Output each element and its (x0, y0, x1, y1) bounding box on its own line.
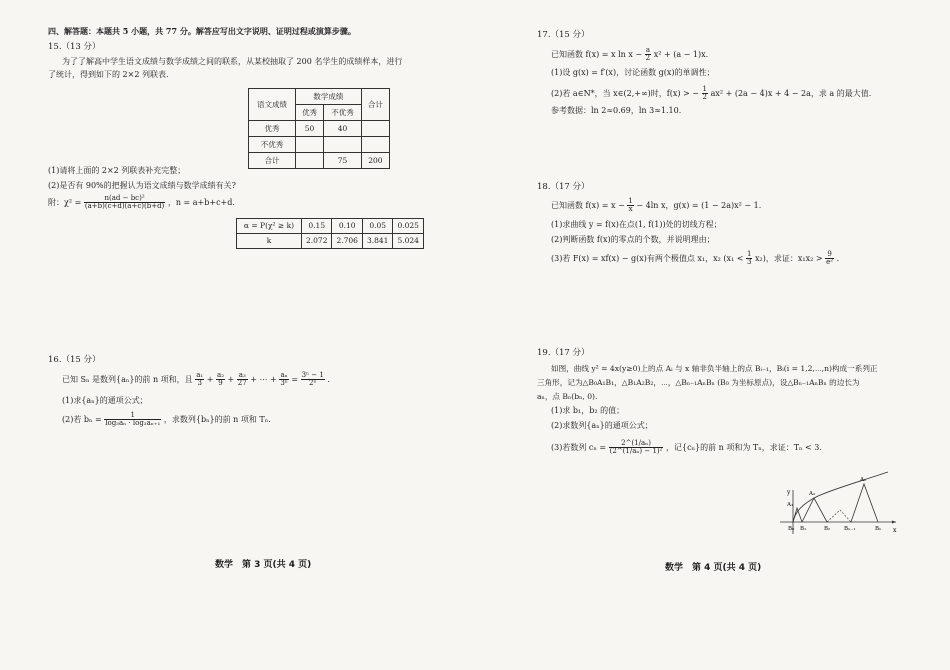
q18-stem-fraction (627, 198, 633, 214)
q17-label: 17.（15 分） (537, 30, 590, 40)
q17-stem-fraction (645, 47, 651, 63)
math-score-header: 数学成绩 (296, 89, 362, 105)
q16-part1: (1)求{aₙ}的通项公式； (62, 396, 148, 405)
q19-cn-num: 2^(1/aₙ) (609, 440, 664, 448)
q16-termn-den: 3ⁿ (280, 379, 288, 388)
q19-stem-line2: 三角形，记为△B₀A₁B₁，△B₁A₂B₂，⋯，△Bₙ₋₁AₙBₙ (B₀ 为坐标原点)，设△Bₙ₋₁AₙBₙ 的边长为 (537, 378, 860, 387)
triangle-n (851, 484, 878, 522)
row-not-excellent-label: 不优秀 (249, 137, 296, 153)
crit-alpha: 0.05 (362, 219, 392, 234)
q17-part2-num: 1 (702, 85, 708, 93)
formula-denominator: (a+b)(c+d)(a+c)(b+d) (84, 202, 165, 211)
q18-part3-den1: 3 (747, 258, 752, 267)
table-cell: 50 (296, 121, 324, 137)
table-cell-empty (324, 137, 362, 153)
crit-k: 3.841 (362, 234, 392, 249)
q19-part2: (2)求数列{aₙ}的通项公式； (551, 421, 653, 430)
crit-alpha: 0.15 (302, 219, 332, 234)
q16-term3 (237, 372, 248, 388)
label-A2: A₂ (809, 491, 816, 497)
q18-part3-end: . (836, 253, 840, 263)
page-footer: 数学 第 4 页(共 4 页) (665, 563, 762, 573)
q16-stem-text: 已知 Sₙ 是数列{aₙ}的前 n 项和，且 (62, 374, 193, 384)
q16-term2 (216, 372, 225, 388)
crit-alpha: 0.10 (332, 219, 362, 234)
triangle-2 (802, 498, 827, 522)
q18-stem-num: 1 (628, 197, 633, 205)
exam-page-4 (475, 0, 950, 670)
q19-cn-fraction (609, 440, 664, 456)
table-corner-cell: 语文成绩 (249, 89, 296, 121)
q17-reference-data: 参考数据：ln 2≈0.69，ln 3≈1.10. (551, 106, 682, 115)
q15-part1: (1)请将上面的 2×2 列联表补充完整； (48, 166, 186, 175)
q18-part3 (551, 251, 839, 267)
label-B0: B₀ (788, 526, 795, 532)
q19-stem-line1: 如图，曲线 y² = 4x(y≥0)上的点 Aᵢ 与 x 轴非负半轴上的点 Bᵢ₋₁，Bᵢ(i = 1,2,⋯,n)构成一系列正 (551, 364, 878, 373)
table-cell: 40 (324, 121, 362, 137)
q16-part2-tail: ，求数列{bₙ}的前 n 项和 Tₙ. (163, 414, 271, 424)
q16-term1-den: 3 (197, 379, 202, 388)
col-excellent-header: 优秀 (296, 105, 324, 121)
label-A1: A₁ (787, 502, 794, 508)
label-Bn: Bₙ (875, 526, 882, 532)
table-cell-empty (296, 137, 324, 153)
q17-part2-fraction (702, 86, 708, 102)
q19-label: 19.（17 分） (537, 348, 590, 358)
crit-k: 2.072 (302, 234, 332, 249)
label-x: x (893, 527, 897, 534)
q18-part3-den2: e² (826, 258, 834, 267)
q19-part1: (1)求 b₁，b₂ 的值； (551, 406, 625, 415)
q17-part2-tail: ax² + (2a − 4)x + 4 − 2a，求 a 的最大值. (710, 88, 872, 98)
critical-value-table (236, 218, 424, 249)
q18-part3-text: (3)若 F(x) = xf(x) − g(x)有两个极值点 x₁，x₂ (x₁ < (551, 253, 744, 263)
table-cell-empty (361, 121, 389, 137)
q18-part3-mid: x₂)，求证：x₁x₂ > (755, 253, 823, 263)
q15-intro-line1: 为了了解高中学生语文成绩与数学成绩之间的联系，从某校抽取了 200 名学生的成绩样本，进行 (62, 57, 403, 66)
q16-rhs-num: 3ⁿ − 1 (301, 371, 324, 379)
q15-label: 15.（13 分） (48, 42, 101, 52)
q16-stem (62, 372, 330, 388)
q16-term1-num: a₁ (196, 371, 204, 379)
q19-cn-den: (2^(1/aₙ) − 1)² (609, 447, 663, 456)
crit-k-label: k (237, 234, 302, 249)
q18-stem-tail: − 4ln x，g(x) = (1 − 2a)x² − 1. (636, 200, 762, 210)
chi-square-formula (48, 195, 235, 211)
triangle-curve-figure (778, 470, 898, 536)
label-Bn-1: Bₙ₋₁ (844, 526, 856, 532)
crit-alpha-header: α = P(χ² ≥ k) (237, 219, 302, 234)
q15-intro-line2: 了统计，得到如下的 2×2 列联表. (48, 70, 169, 79)
q19-stem-line3: aₙ，点 Bₙ(bₙ, 0). (537, 392, 598, 401)
q15-part2: (2)是否有 90%的把握认为语文成绩与数学成绩有关? (48, 181, 236, 190)
q16-term2-num: a₂ (217, 371, 224, 379)
q16-plus: + (206, 374, 214, 384)
q16-ellipsis: + ⋯ + (250, 374, 277, 384)
q16-part2-text: (2)若 bₙ = (62, 414, 102, 424)
q16-plus: + (227, 374, 235, 384)
formula-suffix: ，n = a+b+c+d. (167, 197, 235, 207)
formula-prefix: 附：χ² = (48, 197, 82, 207)
q18-part1: (1)求曲线 y = f(x)在点(1, f(1))处的切线方程； (551, 220, 722, 229)
contingency-table (248, 88, 390, 169)
crit-k: 5.024 (393, 234, 423, 249)
table-cell-empty (296, 153, 324, 169)
q17-stem (551, 47, 708, 63)
table-cell: 75 (324, 153, 362, 169)
q17-part2-text: (2)若 a∈N*，当 x∈(2,+∞)时，f(x) > − (551, 88, 699, 98)
q17-stem-den: 2 (645, 54, 651, 63)
q18-part3-num2: 9 (825, 251, 834, 259)
row-excellent-label: 优秀 (249, 121, 296, 137)
q19-part3-text: (3)若数列 cₙ = (551, 442, 607, 452)
q16-term1 (195, 372, 204, 388)
q16-rhs-den: 2ⁿ (308, 379, 317, 388)
q16-termn (279, 372, 288, 388)
crit-alpha: 0.025 (393, 219, 423, 234)
q17-part2 (551, 86, 871, 102)
col-not-excellent-header: 不优秀 (324, 105, 362, 121)
x-axis-arrow (892, 521, 896, 524)
q16-term3-num: a₃ (238, 371, 246, 379)
q17-stem-text: 已知函数 f(x) = x ln x − (551, 49, 643, 59)
q18-part3-fraction2 (825, 251, 834, 267)
crit-k: 2.706 (332, 234, 362, 249)
q18-part2: (2)判断函数 f(x)的零点的个数，并说明理由； (551, 235, 715, 244)
section-header: 四、解答题：本题共 5 小题，共 77 分。解答应写出文字说明、证明过程或演算步骤。 (48, 26, 356, 36)
q17-stem-num: a (645, 46, 650, 54)
formula-fraction (84, 195, 165, 211)
page-footer: 数学 第 3 页(共 4 页) (215, 560, 312, 570)
q18-part3-num1: 1 (747, 250, 752, 258)
row-total-label: 合计 (249, 153, 296, 169)
q17-stem-tail: x² + (a − 1)x. (653, 49, 709, 59)
label-B1: B₁ (800, 526, 807, 532)
col-total-header: 合计 (361, 89, 389, 121)
q16-term3-den: 27 (237, 379, 247, 388)
q19-part3 (551, 440, 822, 456)
q18-part3-fraction1 (746, 251, 752, 267)
q16-equals: = (291, 374, 299, 384)
q16-bn-num: 1 (104, 412, 161, 420)
label-An: Aₙ (860, 477, 867, 483)
triangle-middle-dashed (827, 510, 851, 522)
table-cell: 200 (361, 153, 389, 169)
q17-part1: (1)设 g(x) = f′(x)，讨论函数 g(x)的单调性； (551, 68, 715, 77)
q16-rhs (301, 372, 325, 388)
q16-bn-fraction (104, 412, 161, 428)
formula-numerator: n(ad − bc)² (84, 195, 165, 203)
q18-stem-text: 已知函数 f(x) = x − (551, 200, 625, 210)
q16-period: . (327, 374, 330, 384)
parabola-curve (793, 472, 888, 522)
q18-stem-den: x (628, 205, 633, 214)
q18-stem (551, 198, 761, 214)
label-B2: B₂ (824, 526, 831, 532)
triangle-1 (793, 508, 802, 522)
q19-part3-tail: ，记{cₙ}的前 n 项和为 Tₙ，求证：Tₙ < 3. (666, 442, 822, 452)
q16-label: 16.（15 分） (48, 355, 101, 365)
q16-termn-num: aₙ (280, 371, 288, 379)
q18-label: 18.（17 分） (537, 182, 590, 192)
q16-bn-den: log₃aₙ · log₃aₙ₊₁ (105, 419, 161, 428)
label-y: y (787, 489, 791, 496)
table-cell-empty (361, 137, 389, 153)
q16-part2 (62, 412, 271, 428)
q17-part2-den: 2 (702, 93, 708, 102)
q16-term2-den: 9 (218, 379, 223, 388)
